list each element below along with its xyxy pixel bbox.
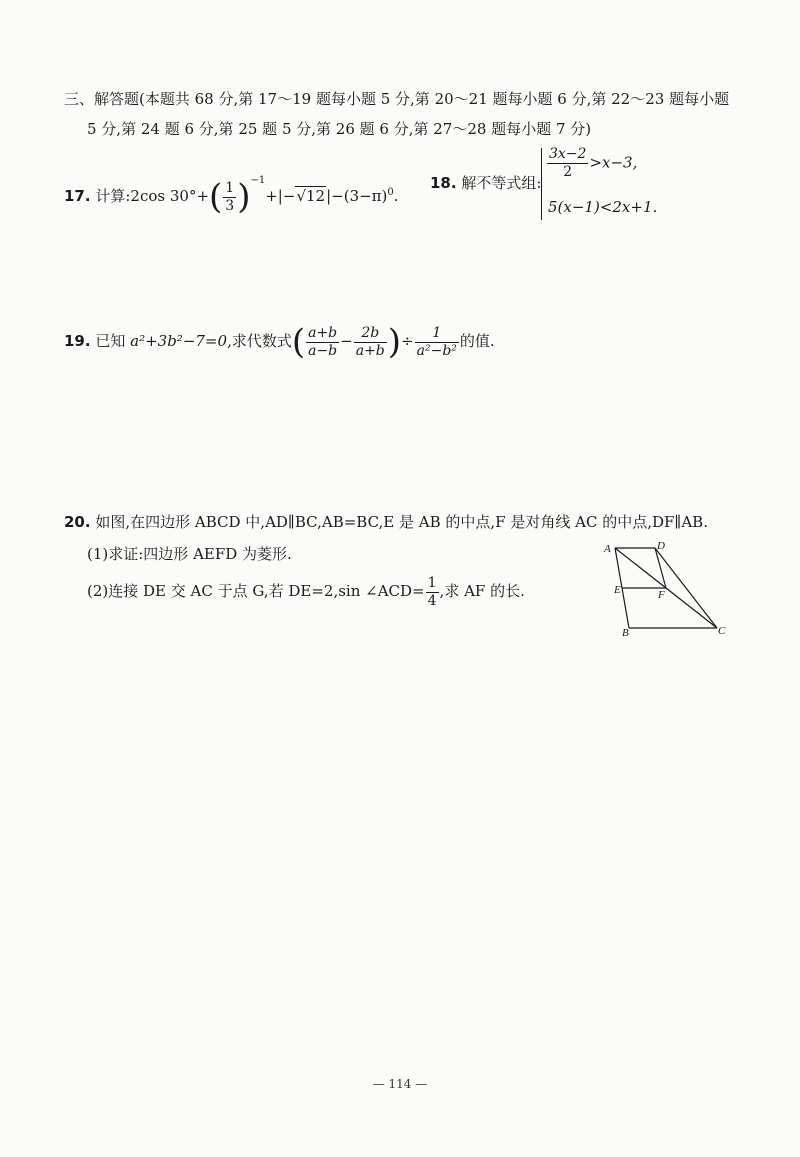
sqrt-12: √12 [296,187,326,205]
label-F: F [658,589,665,601]
question-20-stem: 20. 如图,在四边形 ABCD 中,AD∥BC,AB=BC,E 是 AB 的中点,F 是对角线 AC 的中点,DF∥AB. [64,513,708,531]
question-number: 18. [430,174,457,192]
quadrilateral-figure [600,538,730,642]
inequality-2: 5(x−1)<2x+1. [548,198,658,216]
question-19: 19. 已知 a²+3b²−7=0,求代数式( $\frac{a+b}{a-b}$ − $\frac{2b}{a+b}$ )÷ $\frac{1}{\text{a²−b²}}$ 的值. [64,322,495,362]
question-number: 20. [64,513,91,531]
fraction-one-third: $\frac{1}{3}$ [225,179,235,214]
label-D: D [657,540,665,552]
question-number: 17. [64,187,91,205]
inequality-1: $\frac{3x-2}{2}$ >x−3, [549,146,638,180]
section-header-line1: 三、解答题(本题共 68 分,第 17～19 题每小题 5 分,第 20～21 题每小题 6 分,第 22～23 题每小题 [64,90,730,108]
question-20-part2: (2)连接 DE 交 AC 于点 G,若 DE=2,sin ∠ACD= $\frac{1}{4}$ ,求 AF 的长. [87,574,525,609]
question-18: 18. 解不等式组: [430,174,542,192]
label-C: C [718,625,726,637]
label-A: A [604,543,611,555]
page-number: — 114 — [372,1077,428,1091]
segment-DF [655,548,666,588]
section-header-line2: 5 分,第 24 题 6 分,第 25 题 5 分,第 26 题 6 分,第 27～28 题每小题 7 分) [87,120,592,138]
question-number: 19. [64,332,91,350]
question-17: 17. 计算:2cos 30°+( $\frac{1}{3}$ )$^{-1}+|-√12|-(3-\pi)^0$. [64,175,399,217]
label-B: B [622,627,629,639]
question-20-part1: (1)求证:四边形 AEFD 为菱形. [87,545,292,563]
label-E: E [614,584,621,596]
